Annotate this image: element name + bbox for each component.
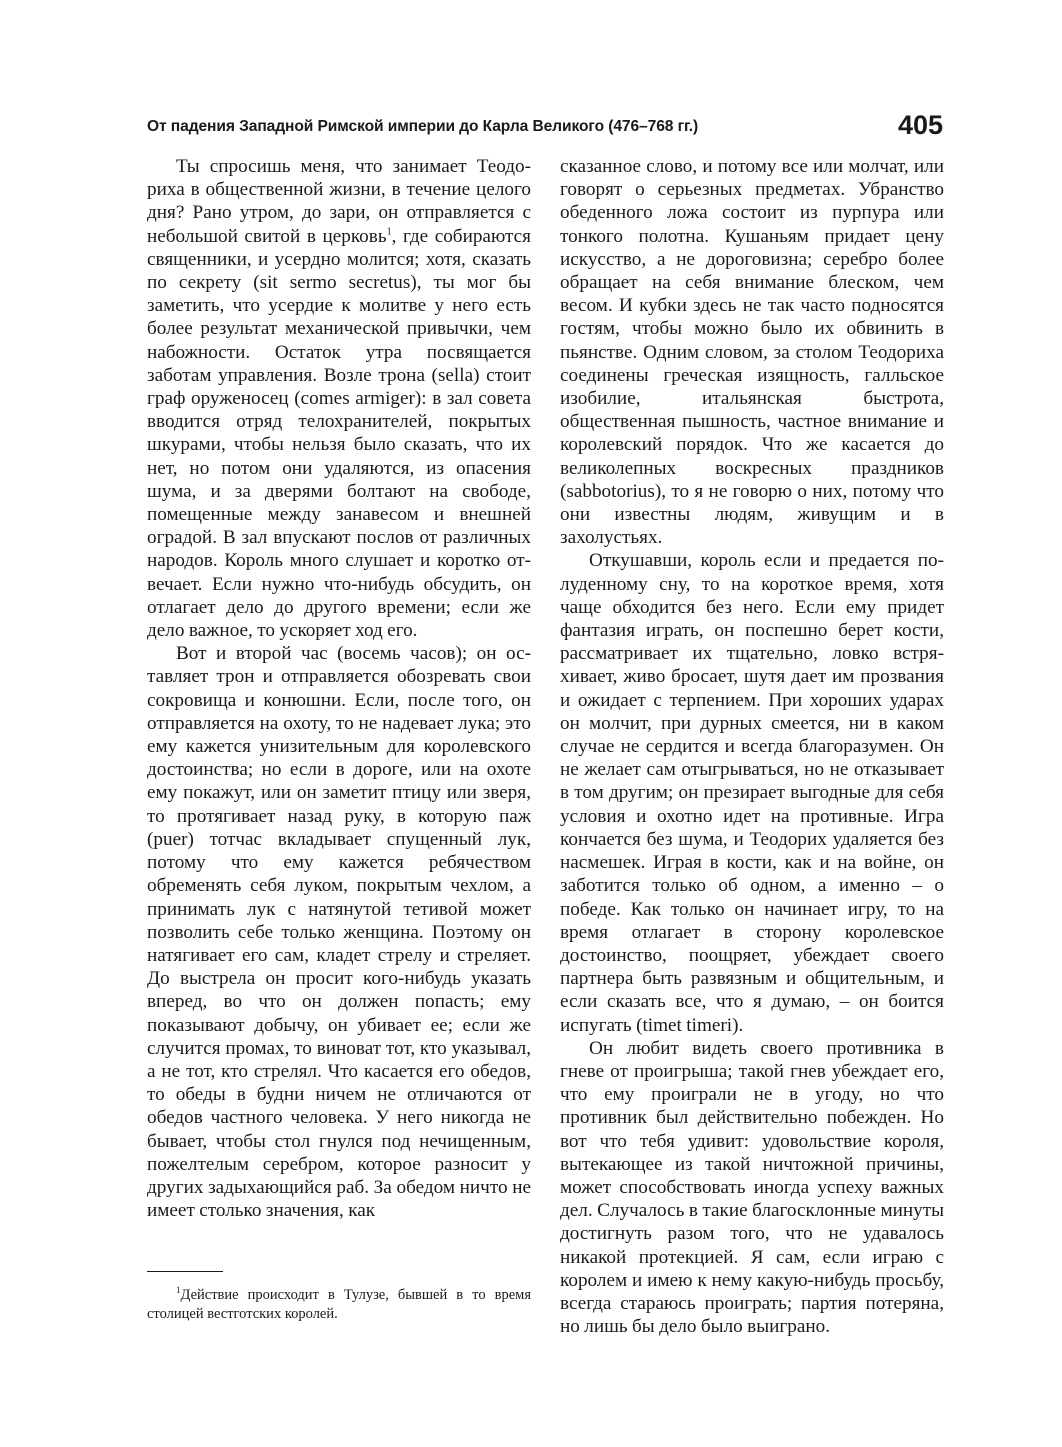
footnote-text: Действие происходит в Тулузе, бывшей в то время столицей вестготских королей. <box>147 1287 531 1322</box>
footnote-separator <box>147 1271 223 1272</box>
page-number: 405 <box>897 110 943 140</box>
footnote-reference: 1 <box>386 226 392 238</box>
paragraph-text: , где собираются священники, и усердно молится; хотя, сказать по секрету (sit sermo secretus), ты мог бы заметить, что усердие к молитве у него есть более результат механической привычки, чем набожности. Остаток утра посвящается заботам управления. Возле трона (sella) стоит граф оруженосец (comes armiger): в зал совета вводится отряд телохранителей, покрытых шкурами, чтобы нельзя было сказать, что их нет, но потом они удаляются, из опасения шума, и за дверями болтают на свободе, помещенные между занавесом и внешней оградой. В зал впускают послов от различных народов. Король много слушает и коротко отвечает. Если нужно что-нибудь обсудить, он отлагает дело до другого времени; если же дело важное, то ускоряет ход его. <box>147 225 531 642</box>
running-head-title: От падения Западной Римской империи до Карла Великого (476–768 гг.) <box>147 118 699 135</box>
paragraph-text: Ты спросишь меня, что занимает Теодориха в общественной жизни, в течение целого дня? Рано утром, до зари, он отправляется с небольшой свитой в церковь <box>147 156 531 247</box>
paragraph-continuation: сказанное слово, и потому все или молчат, или говорят о серьезных предметах. Убранство обеденного ложа состоит из пурпура или тонкого полотна. Кушаньям придает цену искусство, а не дороговизна; серебро более обращает на себя внимание блеском, чем весом. И кубки здесь не так часто подносятся гостям, чтобы можно было их обвинить в пьянстве. Одним словом, за столом Теодориха соединены греческая изящность, галльское изобилие, итальянская быстрота, общественная пышность, частное внимание и королевский порядок. Что же касается до великолепных воскресных праздников (sabbotorius), то я не говорю о них, потому что они известны людям, живущим и в захолустьях. <box>560 156 944 549</box>
paragraph: Откушавши, король если и предается полуденному сну, то на короткое время, хотя чаще обходится без него. Если ему придет фантазия играть, он поспешно берет кости, рассматривает их тщательно, ловко встряхивает, живо бросает, шутя дает им прозвания и ожидает с терпением. При хороших ударах он молчит, при дурных смеется, ни в каком случае не сердится и всегда благоразумен. Он не желает сам отыгрываться, но не отказывает в том другим; он презирает выгодные для себя условия и охотно идет на противные. Игра кончается без шума, и Теодорих удаляется без насмешек. Играя в кости, как и на войне, он заботится только об одном, а именно – о победе. Как только он начинает игру, то на время отлагает в сторону королевское достоинство, поощряет, убеждает своего партнера быть развязным и общительным, и если сказать все, что я думаю, – он боится испугать (timet timeri). <box>560 550 944 1036</box>
paragraph: Вот и второй час (восемь часов); он оставляет трон и отправляется обозревать свои сокровища и конюшни. Если, после того, он отправляется на охоту, то не надевает лука; это ему кажется унизительным для королевского достоинства; но если в дороге, или на охоте ему покажут, или он заметит птицу или зверя, то протягивает назад руку, в которую паж (puer) тотчас вкладывает спущенный лук, потому что ему кажется ребячеством обременять себя луком, покрытым чехлом, а принимать лук с натянутой тетивой может позволить себе только женщина. Поэтому он натягивает его сам, кладет стрелу и стреляет. До выстрела он просит кого-нибудь указать вперед, во что он должен попасть; ему показывают добычу, он убивает ее; если же случится промах, то виноват тот, кто указывал, а не тот, кто стрелял. Что касается его обедов, то обеды в будни ничем не отличаются от обедов частного человека. У него никогда не бывает, чтобы стол гнулся под нечищенным, пожелтелым серебром, которое разносит у других задыхающийся раб. За обедом ничто не имеет столько значения, как <box>147 643 531 1222</box>
left-column <box>147 155 531 1222</box>
paragraph <box>147 155 531 642</box>
right-column <box>560 155 944 1338</box>
running-head <box>147 110 947 144</box>
footnote-marker: 1 <box>176 1285 181 1296</box>
footnote <box>147 1286 531 1324</box>
paragraph: Он любит видеть своего противника в гневе от проигрыша; такой гнев убеждает его, что ему проиграли не в угоду, но что противник был действительно побежден. Но вот что тебя удивит: удовольствие короля, вытекающее из такой ничтожной причины, может способствовать иногда успеху важных дел. Случалось в такие благосклонные минуты достигнуть разом того, что не удавалось никакой протекцией. Я сам, если играю с королем и имею к нему какую-нибудь просьбу, всегда стараюсь проиграть; партия потеряна, но лишь бы дело было выиграно. <box>560 1037 944 1338</box>
